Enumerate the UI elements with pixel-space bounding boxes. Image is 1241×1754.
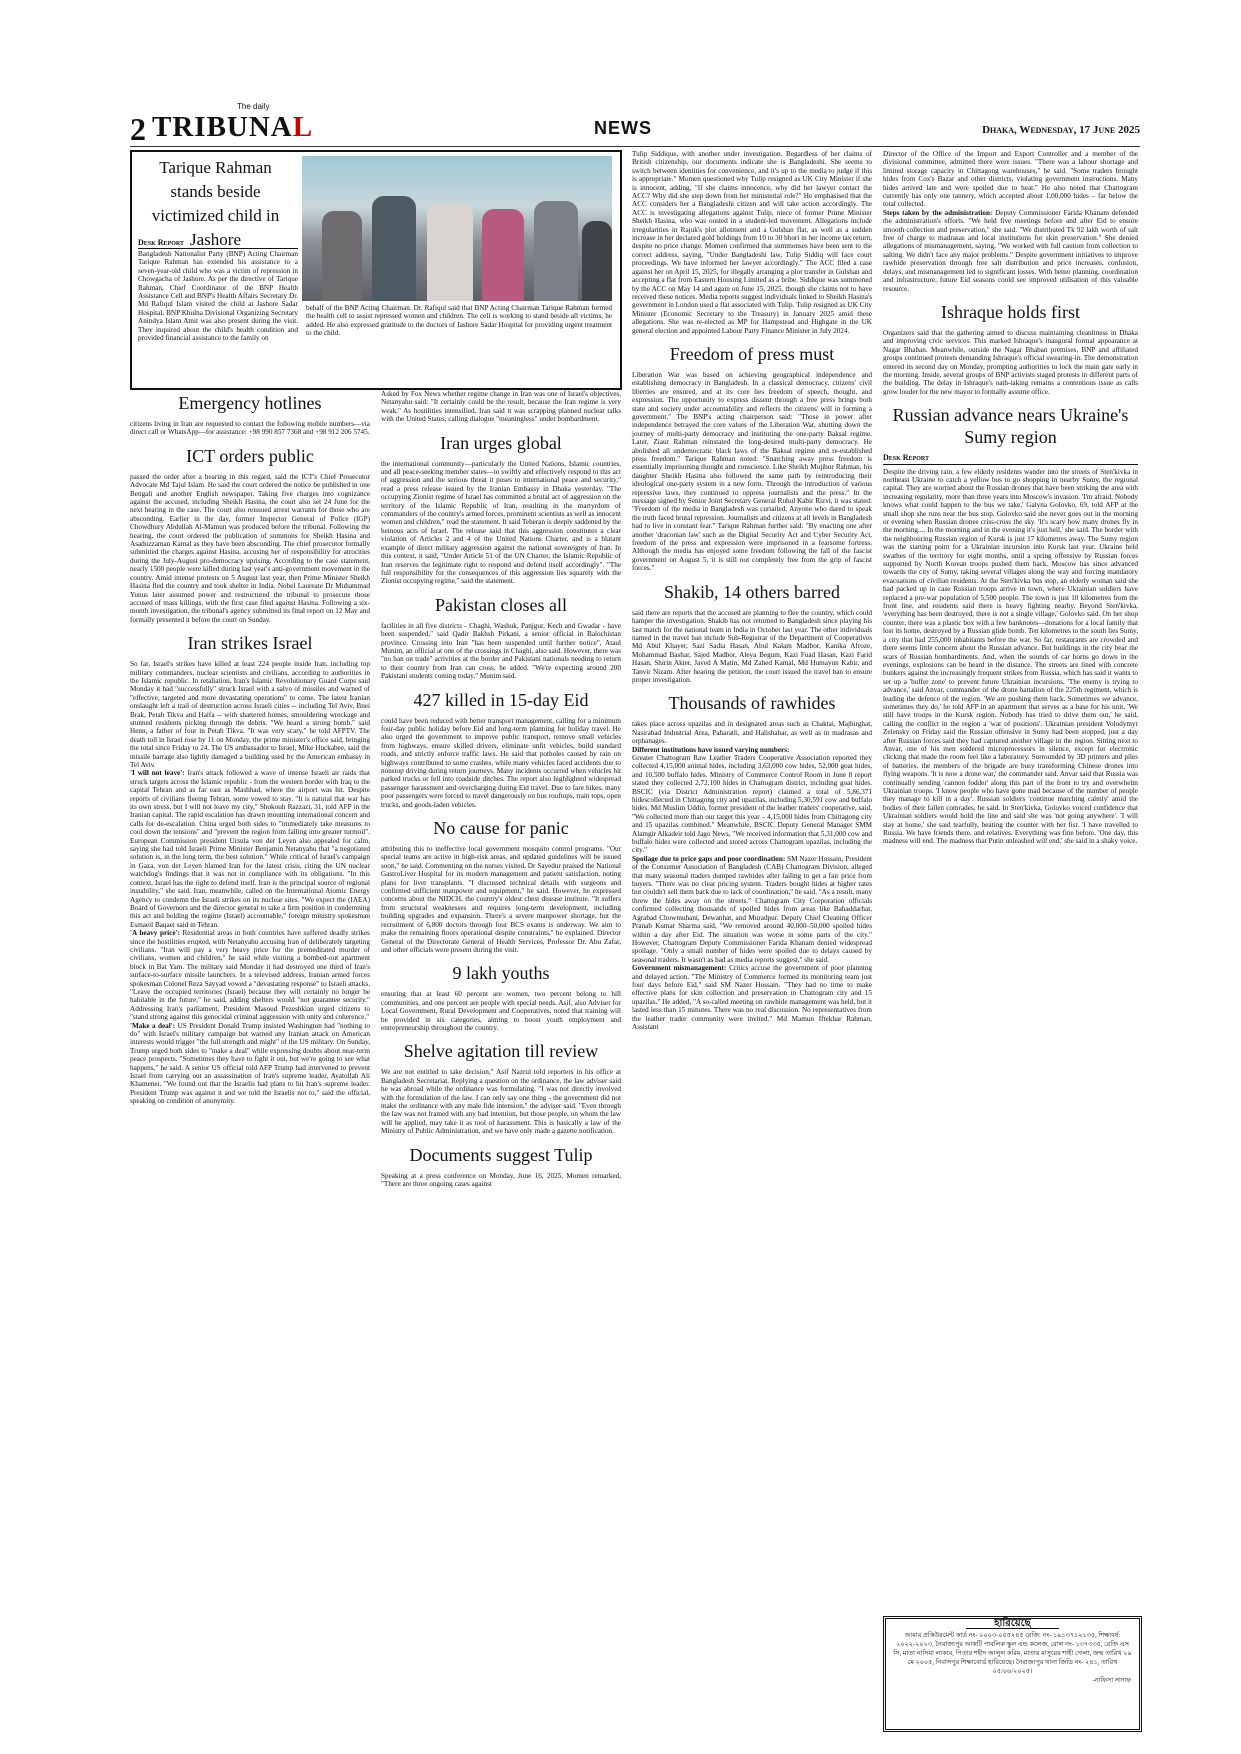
article-body: Deputy Commissioner Farida Khanam defended the administration's efforts. "We held five meetings before and after Eid to ensure smooth collection and preservation," she said. "We distributed Tk 92 lakh worth of salt free of charge to madrasas and local institutions for skin preservation." She denied allegations of mismanagement, saying, "We worked with full caution from collection to salting. We didn't face any major problems." Despite government initiatives to improve rawhide preservation through free salt distribution and price increases, confusion, delays, and mismanagement led to significant losses. With better planning, coordination and infrastructure, future Eid seasons could see improved utilisation of this valuable resource. — [883, 208, 1138, 293]
featured-byline: Desk Report — [138, 238, 298, 249]
article-body: citizens living in Iran are requested to contact the following mobile numbers—via direct call or WhatsApp—for assistance: +98 990 857 7368 and +98 912 206 5745. — [130, 420, 370, 437]
headline-rawhides: Thousands of rawhides — [668, 693, 836, 714]
article-body: Residential areas in both countries have suffered deadly strikes since the hostilities erupted, with Netanyahu accusing Iran of deliberately targeting civilians. "Iran will pay a very heavy price for the premeditated murder of civilians, women and children," he said while visiting a bombed-out apartment block in Bat Yam. The military said Monday it had destroyed one third of Iran's surface-to-surface missile launchers. In a televised address, Iranian armed forces spokesman Colonel Reza Sayyad vowed a "devastating response" to Israeli attacks. "Leave the occupied territories (Israel) because they will certainly no longer be habitable in the future," he said, adding shelters would "not guarantee security." Addressing Iran's parliament, President Masoud Pezeshkian urged citizens to "stand strong against this genocidal criminal aggression with unity and coherence." — [130, 929, 370, 1022]
headline-eid-killed: 427 killed in 15-day Eid — [413, 689, 589, 710]
article-body: We are not entitled to take decision," Asif Nazrul told reporters in his office at Bangladesh Secretariat. Replying a question on the ordinance, the law adviser said he was abroad while the ordinance was formulating. "I was not directly involved with the formulation of the law. I can only say one thing - the government did not make the ordinance with any male fide intension," the adviser said. "Even through the law was not framed with any bad intention, but those people, on whom the law will be applied, may take it as tool of harassment. This is basically a law of the Ministry of Public Administration, and we have only made a gazette notification. — [381, 1068, 621, 1136]
notice-body: আমার প্রকিউরমেন্ট কার্ড নং- ০০০৩-০৫৫২৪৫ রেজি: নং- ১৯১৩৭১২১৩৫, শিক্ষাবর্ষ: ২০২২-২০২৩, নৈরাজ্যপুর আকটি পাবলিক স্কুল এন্ড কলেজ, রোল নং- ১৩৭৩৩৫, রেজি এস সি, মাতা নাসিমা লাকার, পিতার শহীদ আলুল করিম, মাতার মাসুরের শাহী দোলা, জন্ম তারিখ ২৯ মে ২০০৫, নিবাসপুর শিক্ষাবোর্ড হারিয়েছে। নৈরাজ্যপুর থানা জিডি নং- ২৪১, তারিখ ০৫/০৬/২০২৫। — [893, 1632, 1132, 1675]
headline-shelve-agitation: Shelve agitation till review — [403, 1041, 599, 1062]
column-3 — [632, 150, 872, 1031]
article-body: Greater Chattogram Raw Leather Traders Cooperative Association reported they collected 4,15,000 animal hides, including 3,63,000 cow hides, 52,000 goat hides, and 10,500 buffalo hides. Ministry of Commerce Control Room in June 8 report stated they collected 2,72,100 hides in Chattogram district, including goat hides. BSCIC (via District Administration report) claimed a total of 5,86,371 hidescollected in Chittagong city and upazilas, including 5,30,591 cow and buffalo hides. Md Muslim Uddin, former president of the leather traders' cooperative, said, "We collected more than our target this year – 4,15,000 hides from Chittagong city and 15 upazilas combined." Meanwhile, BSCIC Deputy General Manager SMM Alamgir Alkadeir told Jago News, "We received information that 5,31,000 cow and buffalo hides were collected and stored across Chattogram upazilas, including the city." — [632, 753, 872, 855]
lost-notice-box — [883, 1616, 1142, 1732]
subhead: Steps taken by the administration: — [883, 208, 993, 217]
article-body: attributing this to ineffective local government mosquito control programs. "Our special teams are active in high-risk areas, and updated guidelines will be issued soon," he said. Commenting on the nurses visited, Dr Sayedur praised the National GastroLiver Hospital for its modern management and patient satisfaction, noting plans for liver transplants. "I discussed technical details with surgeons and confirmed sufficient manpower and equipment," he said. However, he expressed concerns about the NIDCH, the country's oldest chest disease institute. "It suffers from structural weaknesses and requires long-term development, including building upgrades and expansion. There's a severe manpower shortage, but the recruitment of 6,800 doctors through four BCS exams is underway. We aim to make the remaining floors operational despite constraints," he explained. Director General of the Directorate General of Health Services, Professor Dr. Abu Zafar, and other officials were present during the visit. — [381, 845, 621, 954]
headline-iran-strikes: Iran strikes Israel — [187, 633, 313, 654]
article-body: ensuring that at least 60 percent are women, two percent belong to hill communities, and one percent are people with special needs. Asif, also Adviser for Local Government, Rural Development and Cooperatives, noted that training will be provided in six categories, aiming to boost youth employment and entrepreneurship throughout the country. — [381, 990, 621, 1032]
subhead: 'A heavy price': — [130, 929, 180, 938]
article-body: SM Nazer Hossain, President of the Consumer Association of Bangladesh (CAB) Chattogram Division, alleged that many seasonal traders dumped rawhides after failing to get a fair price from buyers. "There was no clear pricing system. Traders bought hides at higher rates but couldn't sell them back due to lack of coordination," he said. "As a result, many threw the hides away on the streets." Chattogram City Corporation officials confirmed collecting thousands of spoiled hides from areas like Bahaddarhat, Agrabad Chowmuhani, Dewanhat, and Muradpur. Deputy Chief Cleaning Officer Pranab Kumar Sharma said, "We removed around 40,000–50,000 spoiled hides within a day after Eid. The situation was worse in some parts of the city." However, Chattogram Deputy Commissioner Farida Khanam denied widespread spoilage. "Only a small number of hides were spoiled due to delays caused by seasonal traders. It wasn't as bad as media reports suggest," she said. — [632, 854, 872, 964]
article-body: Director of the Office of the Import and Export Controller and a member of the divisional committee, admitted there were issues. "There was a labour shortage and limited storage capacity in Chittagong warehouses," he said. "Some traders brought hides from Cox's Bazar and other districts, violating government instructions. Many hides arrived late and were spoiled due to heat." He also noted that Chattogram currently has only one tannery, which accepted about 1,00,000 hides – far below the total collected. — [883, 150, 1138, 209]
newspaper-logo — [152, 102, 314, 144]
featured-body-col1: Bangladesh Nationalist Party (BNP) Acting Chairman Tarique Rahman has extended his assistance to a seven-year-old child who was a victim of repression in Chowgacha of Jashore. As per the directive of Tarique Rahman, Chief Coordinator of the BNP Health Assistance Cell and BNP's Health Affairs Secretary Dr. Md Rafiqul Islam visited the child at Jashore Sadar Hospital. BNP Khulna Divisional Organizing Secretary Anindya Islam Amit was also present during the visit. They inquired about the child's health condition and provided financial assistance to the family on — [138, 250, 298, 343]
article-body: Asked by Fox News whether regime change in Iran was one of Israel's objectives, Netanyahu said: "It certainly could be the result, because the Iran regime is very weak." As hostilities intensified, Iran said it was scrapping planned nuclear talks with the United States, calling dialogue "meaningless" under bombardment. — [381, 390, 621, 424]
headline-pakistan-closes: Pakistan closes all — [435, 594, 567, 615]
article-body: Tulip Siddique, with another under investigation. Regardless of her claims of British citizenship, our documents indicate she is Bangladeshi. She seems to switch between identities for convenience, and it's up to the media to judge if this is appropriate." Momen questioned why Tulip resigned as UK City Minister if she is innocent, adding, "If she claims innocence, why did her lawyer contact the ACC? Why did she step down from her ministerial role?" He emphasised that the ACC considers her a Bangladeshi citizen and will take action accordingly. The ACC is investigating allegations against Tulip, niece of former Prime Minister Sheikh Hasina, who was ousted in a student-led movement. Allegations include irregularities in Rajuk's plot allotment and a Gulshan flat, as well as a sudden increase in her declared gold holdings from 10 to 30 bhori in her income tax return, despite no price change. Momen confirmed that summonses have been sent to the correct address, saying, "Under Bangladeshi law, Tulip Siddiq will face court proceedings. We have informed her lawyer accordingly." The ACC filed a case against her on April 15, 2025, for illegally arranging a plot transfer in Gulshan and accepting a flat from Eastern Housing Limited as a bribe. Siddique was summoned by the ACC on May 14 and again on June 15, 2025, though she claims not to have received these notices. Media reports suggest individuals linked to Sheikh Hasina's government in London used a flat associated with Tulip. Tulip resigned as UK City Minister (Economic Secretary to the Treasury) in January 2025 amid these allegations. She was re-elected as MP for Hampstead and Highgate in the UK general election and appointed Labour Party Finance Minister in July 2024. — [632, 150, 872, 335]
article-body: Despite the driving rain, a few elderly residents wander into the streets of Sten'kivka in northeast Ukraine to catch a yellow bus to go shopping in nearby Sumy, the regional capital. They are worried about the Russian drones that have been striking the area with increasing regularity, more than three years into Moscow's invasion. 'I'm afraid. Nobody knows what could happen to the bus we take,' Galyna Golovko, 69, told AFP at the small shop she runs near the bus stop. Golovko said she never goes out in the morning or evening when Russian drones criss-cross the sky. 'It's scary how many drones fly in the morning.... In the morning and in the evening it's just hell,' she said. The border with the neighbouring Russian region of Kursk is just 17 kilometres away. The Sumy region was the starting point for a Ukrainian incursion into Kursk last year. Ukraine held swathes of the territory for eight months, until a spring offensive by Russian forces supported by North Korean troops pushed them back. Moscow has since advanced towards the city of Sumy, taking several villages along the way and forcing mandatory evacuations of civilian residents. At the Sten'kivka bus stop, an elderly woman said she had packed up in case Russian troops arrive in town, where Ukrainian soldiers have replaced a pre-war population of 5,500 people. The town is just 10 kilometres from the front line, and residents said there is heavy fighting nearby. Beyond Sten'kivka, 'everything has been destroyed, there is not a single village,' Golovko said. On her shop counter, there was a plastic box with a few banknotes—donations for a local family that lost its home, destroyed by a Russian glide bomb. Ten kilometres to the south lies Sumy, a city that had 255,000 inhabitants before the war. So far, restaurants are crowded and there seems little concern about the Russian advance. But buildings in the city bear the scars of Russian bombardments. And, when the sounds of car horns go down in the evenings, explosions can be heard in the distance. The streets are lined with concrete bunkers against the increasingly frequent strikes from Russia, which has said it wants to set up a 'buffer zone' to prevent future Ukrainian incursions. 'The enemy is trying to advance,' said Anvar, commander of the drone battalion of the 225th regiment, which is leading the defence of the region. 'We are pushing them back. Sometimes we advance, sometimes they do,' he told AFP in an apartment that serves as a base for his unit. 'We still have troops in the Kursk region. Nobody has tried to drive them out,' he said, calling the conflict in the region a 'war of positions'. Ukrainian president Volodymyr Zelensky on Friday said the Russian offensive in Sumy had been stopped, just a day after Russian forces said they had captured another village in the region. Sitting next to Anvar, one of his men soldered microprocessors in silence, except for electronic clicking that made the room feel like a laboratory. Surrounded by 3D printers and piles of batteries, the members of the brigade are busy transforming Chinese drones into flying weapons. 'It is now a drone war,' the commander said. Anvar said that Russia was continually sending 'cannon fodder' along this part of the front to try and overwhelm Ukrainian troops. 'I know people who have gone mad because of the number of people they manage to kill in a day'. Russian soldiers 'continue marching calmly' amid the bodies of their fallen comrades, he said. In Sten'kivka, Golovko voiced confidence that Ukrainian soldiers would hold the line and said she was 'not going anywhere'. 'I will stay at home,' she said tearfully, beating the counter with her fist. 'I have travelled to Russia. We have friends there, and relatives. Everything was fine before. 'One day, this madness will end. The madness that Putin unleashed will end,' she said in a shaky voice. — [883, 467, 1138, 846]
article-body: could have been reduced with better transport management, calling for a minimum four-day public holiday before Eid and long-term planning for holiday travel. He also urged the government to improve public transport, remove small vehicles from highways, ensure skilled drivers, eliminate unfit vehicles, build standard roads, and strictly enforce traffic laws. He said that potholes caused by rain on highways contributed to some crashes, while many vehicles faced accidents due to nonstop driving during return journeys. Many incidents occurred when vehicles hit parked trucks or fell into roadside ditches. The report also highlighted widespread passenger harassment and overcharging during Eid travel. Due to fare hikes, many poor passengers were forced to travel dangerously on bus rooftops, train tops, open trucks, and goods-laden vehicles. — [381, 716, 621, 809]
subhead: Different institutions have issued varying numbers: — [632, 745, 790, 754]
headline-russian-advance: Russian advance nears Ukraine's Sumy region — [892, 405, 1129, 448]
column-1 — [130, 392, 370, 1106]
headline-no-cause-panic: No cause for panic — [433, 818, 569, 839]
subhead: 'I will not leave': — [130, 769, 185, 778]
page-number: 2 — [130, 111, 146, 147]
article-body: Critics accuse the government of poor planning and delayed action. "The Ministry of Commerce formed its monitoring team just four days before Eid," said SM Nazer Hossain. "They had no time to make effective plans for skin collection and preservation in Chattogram city and 15 upazilas." He added, "A so-called meeting on rawhide management was held, but it lasted less than 15 minutes. There was no real discussion. No representatives from the leather trader community were invited." Md Mamun Iftekhar Rahman, Assistant — [632, 964, 872, 1031]
subhead: 'Make a deal': — [130, 1021, 176, 1030]
article-body: passed the order after a hearing in this regard, said the ICT's Chief Prosecutor Advocate Md Tajul Islam. He said the court ordered the notice be published in one Bengali and another English newspaper. Taking five charges into cognizance against the accused, including Sheikh Hasina, the court also set 24 June for the next hearing in the case. The court also reissued arrest warrants for those who are absconding. Earlier in the day, former Inspector General of Police (IGP) Chowdhury Abdullah Al-Mamun was produced before the tribunal. Following the hearing, the court ordered the publication of summons for Sheikh Hasina and Asaduzzaman Kamal as they have been absconding. The chief prosecutor formally submitted the charges against Hasina, accusing her of responsibility for atrocities during the July-August pro-democracy uprising. According to the case statement, nearly 1500 people were killed during last year's anti-government movement in the country. Amid intense protests on 5 August last year, then Prime Minister Sheikh Hasina fled the country and took shelter in India. Nobel Laureate Dr Muhammad Yunus later assumed power and restructured the tribunal to prosecute those accused of mass killings, with the first case filed against Hasina. Following a six-month investigation, the tribunal's agency submitted its final report on 12 May and formally presented it before the court on Sunday. — [130, 472, 370, 624]
headline-emergency-hotlines: Emergency hotlines — [178, 393, 322, 413]
article-body: the international community—particularly the United Nations, Islamic countries, and all peace-seeking member states—to swiftly and effectively respond to this act of aggression and the serious threat it poses to international peace and security," read a press release issued by the Iranian Embassy in Dhaka yesterday. "The occupying Zionist regime of Israel has committed a brutal act of aggression on the territory of the Islamic Republic of Iran, resulting in the martyrdom of commanders of the country's armed forces, prominent scientists as well as innocent women and children," read the statement. It said Teheran is deeply saddened by the heinous acts of Israel. The release said that this aggression constitutes a clear violation of Articles 2 and 4 of the United Nations Charter, and is a blatant example of direct military aggression against the national sovereignty of Iran. In this context, it said, "Under Article 51 of the UN Charter, the Islamic Republic of Iran reserves the legitimate right to respond and defend itself accordingly". "The full responsibility for the consequences of this aggression lies squarely with the Zionist occupying regime," said the statement. — [381, 459, 621, 586]
article-body: facilities in all five districts - Chaghi, Washuk, Panjgur, Kech and Gwadar - have been suspended," said Qadir Bakhsh Pirkani, a senior official in Balochistan province. Crossing into Iran "has been suspended until further notice", Ataul Munim, an official at one of the crossings in Chaghi, also said. However, there was "no ban on trade" activities at the border and Pakistani nationals needing to return to their country from Iran can cross, he added. "We're expecting around 200 Pakistani students coming today," Munim said. — [381, 621, 621, 681]
headline-freedom-press: Freedom of press must — [669, 343, 835, 364]
article-body: said there are reports that the accused are planning to flee the country, which could hamper the investigation. Shakib has not returned to Bangladesh since playing his last match for the national team in India in October last year. The other individuals named in the travel ban include Sub-Registrar of the Department of Cooperatives Md Abul Khayer, Sazi Sadia Hasan, Abul Kalam Madbor, Kanika Afroze, Mohammad Bashar, Sajed Madbor, Aleya Begum, Kazi Fuad Hasan, Kazi Farid Hasan, Shirin Akter, Javed A Matin, Md Zahed Kamal, Md Humayun Kabir, and Tanvir Nizam. After hearing the petition, the court issued the travel ban to ensure proper investigation. — [632, 608, 872, 684]
masthead — [130, 102, 1140, 147]
article-body: takes place across upazilas and in designated areas such as Chaktai, Majhirghat, Nasirabad Industrial Area, Paharatli, and Halishahar, as well as in madrasas and orphanages. — [632, 720, 872, 746]
subhead: Spoilage due to price gaps and poor coordination: — [632, 854, 786, 863]
column-4 — [883, 150, 1138, 846]
headline-shakib-barred: Shakib, 14 others barred — [664, 581, 840, 602]
headline-iran-urges: Iran urges global — [440, 432, 562, 453]
notice-title: হারিয়েছে — [966, 1619, 1059, 1629]
article-body: Speaking at a press conference on Monday, June 16, 2025, Momen remarked, "There are three ongoing cases against — [381, 1171, 621, 1188]
article-body: Iran's attack followed a wave of intense Israeli air raids that struck targets across the Islamic republic - from the western border with Iraq to the capital Tehran and as far east as Mashhad, where the airport was hit. Despite reports of civilians fleeing Tehran, some vowed to stay. "It is natural that war has its own stress, but I will not leave my city," Shokouh Razzazi, 31, told AFP in the Iranian capital. The rapid escalation has drawn mounting international concern and calls for de-escalation. China urged both sides to "immediately take measures to cool down the tensions" and "prevent the region from falling into greater turmoil". European Commission president Ursula von der Leyen also appealed for calm, saying she had told Israeli Prime Minister Benjamin Netanyahu that "a negotiated solution is, in the long term, the best solution." While critical of Israel's campaign in Gaza, von der Leyen blamed Iran for the latest crisis, citing the UN nuclear watchdog's findings that it was not in compliance with its obligations. "In this context, Israel has the right to defend itself. Iran is the principal source of regional instability," she said. Iran, meanwhile, called on the International Atomic Energy Agency to condemn the Israeli strikes on its nuclear sites. "We expect the (IAEA) Board of Governors and the director general to take a firm position in condemning this act and holding the regime (Israel) accountable," foreign ministry spokesman Esmaeil Baqaei said in Tehran. — [130, 769, 370, 929]
headline-9-lakh-youths: 9 lakh youths — [452, 963, 550, 984]
subhead: Government mismanagement: — [632, 964, 727, 973]
logo-tagline: The daily — [237, 102, 270, 111]
column-2 — [381, 390, 621, 1188]
featured-headline: Tarique Rahman stands beside victimized child in Jashore — [151, 158, 280, 249]
article-body: US President Donald Trump insisted Washington had "nothing to do" with Israel's military campaign but warned any Iranian attack on American interests would trigger "the full strength and might" of the US military. On Sunday, Trump urged both sides to "make a deal" while expressing doubts about near-term peace prospects. "Sometimes they have to fight it out, but we're going to see what happens," he said. A senior US official told AFP Trump had intervened to prevent Israel from carrying out an assassination of Iran's supreme leader, Ayatollah Ali Khamenei. "We found out that the Israelis had plans to hit Iran's supreme leader. President Trump was against it and we told the Israelis not to," said the official, speaking on condition of anonymity. — [130, 1021, 370, 1106]
headline-documents-tulip: Documents suggest Tulip — [409, 1144, 593, 1165]
featured-photo — [302, 156, 612, 301]
article-body: So far, Israel's strikes have killed at least 224 people inside Iran, including top military commanders, nuclear scientists and civilians, according to authorities in the Islamic republic. In retaliation, Iran's Islamic Revolutionary Guard Corps said Monday it had "successfully" struck Israel with a salvo of missiles and warned of "effective, targeted and more devastating operations" to come. The latest Iranian onslaught left a trail of destruction across Israeli cities -- including Tel Aviv, Bnei Brak, Petah Tikva and Haifa -- with shattered homes, smouldering wreckage and stunned residents picking through the debris. "We heard a strong bomb," said Henn, a father of four in Petah Tikva. "It was very scary," he told AFPTV. The death toll in Israel rose by 11 on Monday, the prime minister's office said, bringing the total since Friday to 24. The US ambassador to Israel, Mike Huckabee, said the missile barrage also lightly damaged a building used by the American embassy in Tel Aviv. — [130, 660, 370, 769]
featured-story-box — [130, 150, 622, 390]
logo-text: TRIBUNA — [152, 111, 293, 143]
byline: Desk Report — [883, 454, 1138, 464]
headline-ict-orders: ICT orders public — [186, 445, 314, 466]
headline-ishraque: Ishraque holds first — [941, 301, 1080, 322]
article-body: Organizers said that the gathering aimed to discuss maintaining cleanliness in Dhaka and improving civic services. This marked Ishraque's inaugural formal appearance at Nagar Bhaban. Meanwhile, outside the Nagar Bhaban premises, BNP and affiliated groups continued protests demanding Ishraque's official swearing-in. The demonstration entered its second day on Monday, prompting authorities to lock the main gate early in the morning. Inside, several groups of BNP activists staged protests in different parts of the building. The delay in Ishraque's oath-taking remains a contentious issue as calls grow louder for the new mayor to formally assume office. — [883, 328, 1138, 396]
logo-text-end: L — [292, 111, 314, 143]
dateline: Dhaka, Wednesday, 17 June 2025 — [982, 124, 1140, 136]
section-title: NEWS — [594, 118, 652, 138]
featured-body-col2: behalf of the BNP Acting Chairman. Dr. Rafiqul said that BNP Acting Chairman Tarique Rahman formed the health cell to assist repressed women and children. The cell is working to stand beside all victims, he added. He also expressed gratitude to the doctors of Jashore Sadar Hospital for providing urgent treatment to the child. — [306, 304, 612, 338]
article-body: Liberation War was based on achieving geographical independence and establishing democracy in Bangladesh. In a classical democracy, citizens' civil liberties are ensured, and at its core lies freedom of speech, thought, and expression. The opportunity to express dissent through a free press brings both state and society under accountability and reflects the citizens' will in forming a government." The BNP's acting chairperson said: "Those in power after independence betrayed the core values of the Liberation War, shutting down the journey of multi-party democracy and instituting the one-party Baksal regime. Later, Ziaur Rahman reinstated the long-desired multi-party democracy. He abolished all undemocratic black laws of the Baksal regime and re-established press freedom." Tarique Rahman noted: "Snatching away press freedom is essentially imprisoning thought and conscience. Like Sheikh Mujibur Rahman, his daughter Sheikh Hasina also followed the same path by reintroducing their ideological one-party system in a new form. Through the introduction of various repressive laws, they continued to oppress journalists and the press." In the message signed by Senior Joint Secretary General Ruhul Kabir Rizvi, it was stated: "Freedom of the media in Bangladesh was curtailed. Anyone who dared to speak the truth faced brutal repression. Journalists and citizens at all levels in Bangladesh had to live in constant fear." Tarique Rahman further said: "By enacting one after another 'draconian law' such as the Digital Security Act and Cyber Security Act, freedom of the press and expression were imprisoned in a fearsome fortress. Although the media has enjoyed some freedom following the fall of the fascist government on August 5, it is still not completely free from the grip of fascist forces." — [632, 370, 872, 573]
notice-signature: -নাফিসা সাদাফ — [1092, 1677, 1131, 1684]
